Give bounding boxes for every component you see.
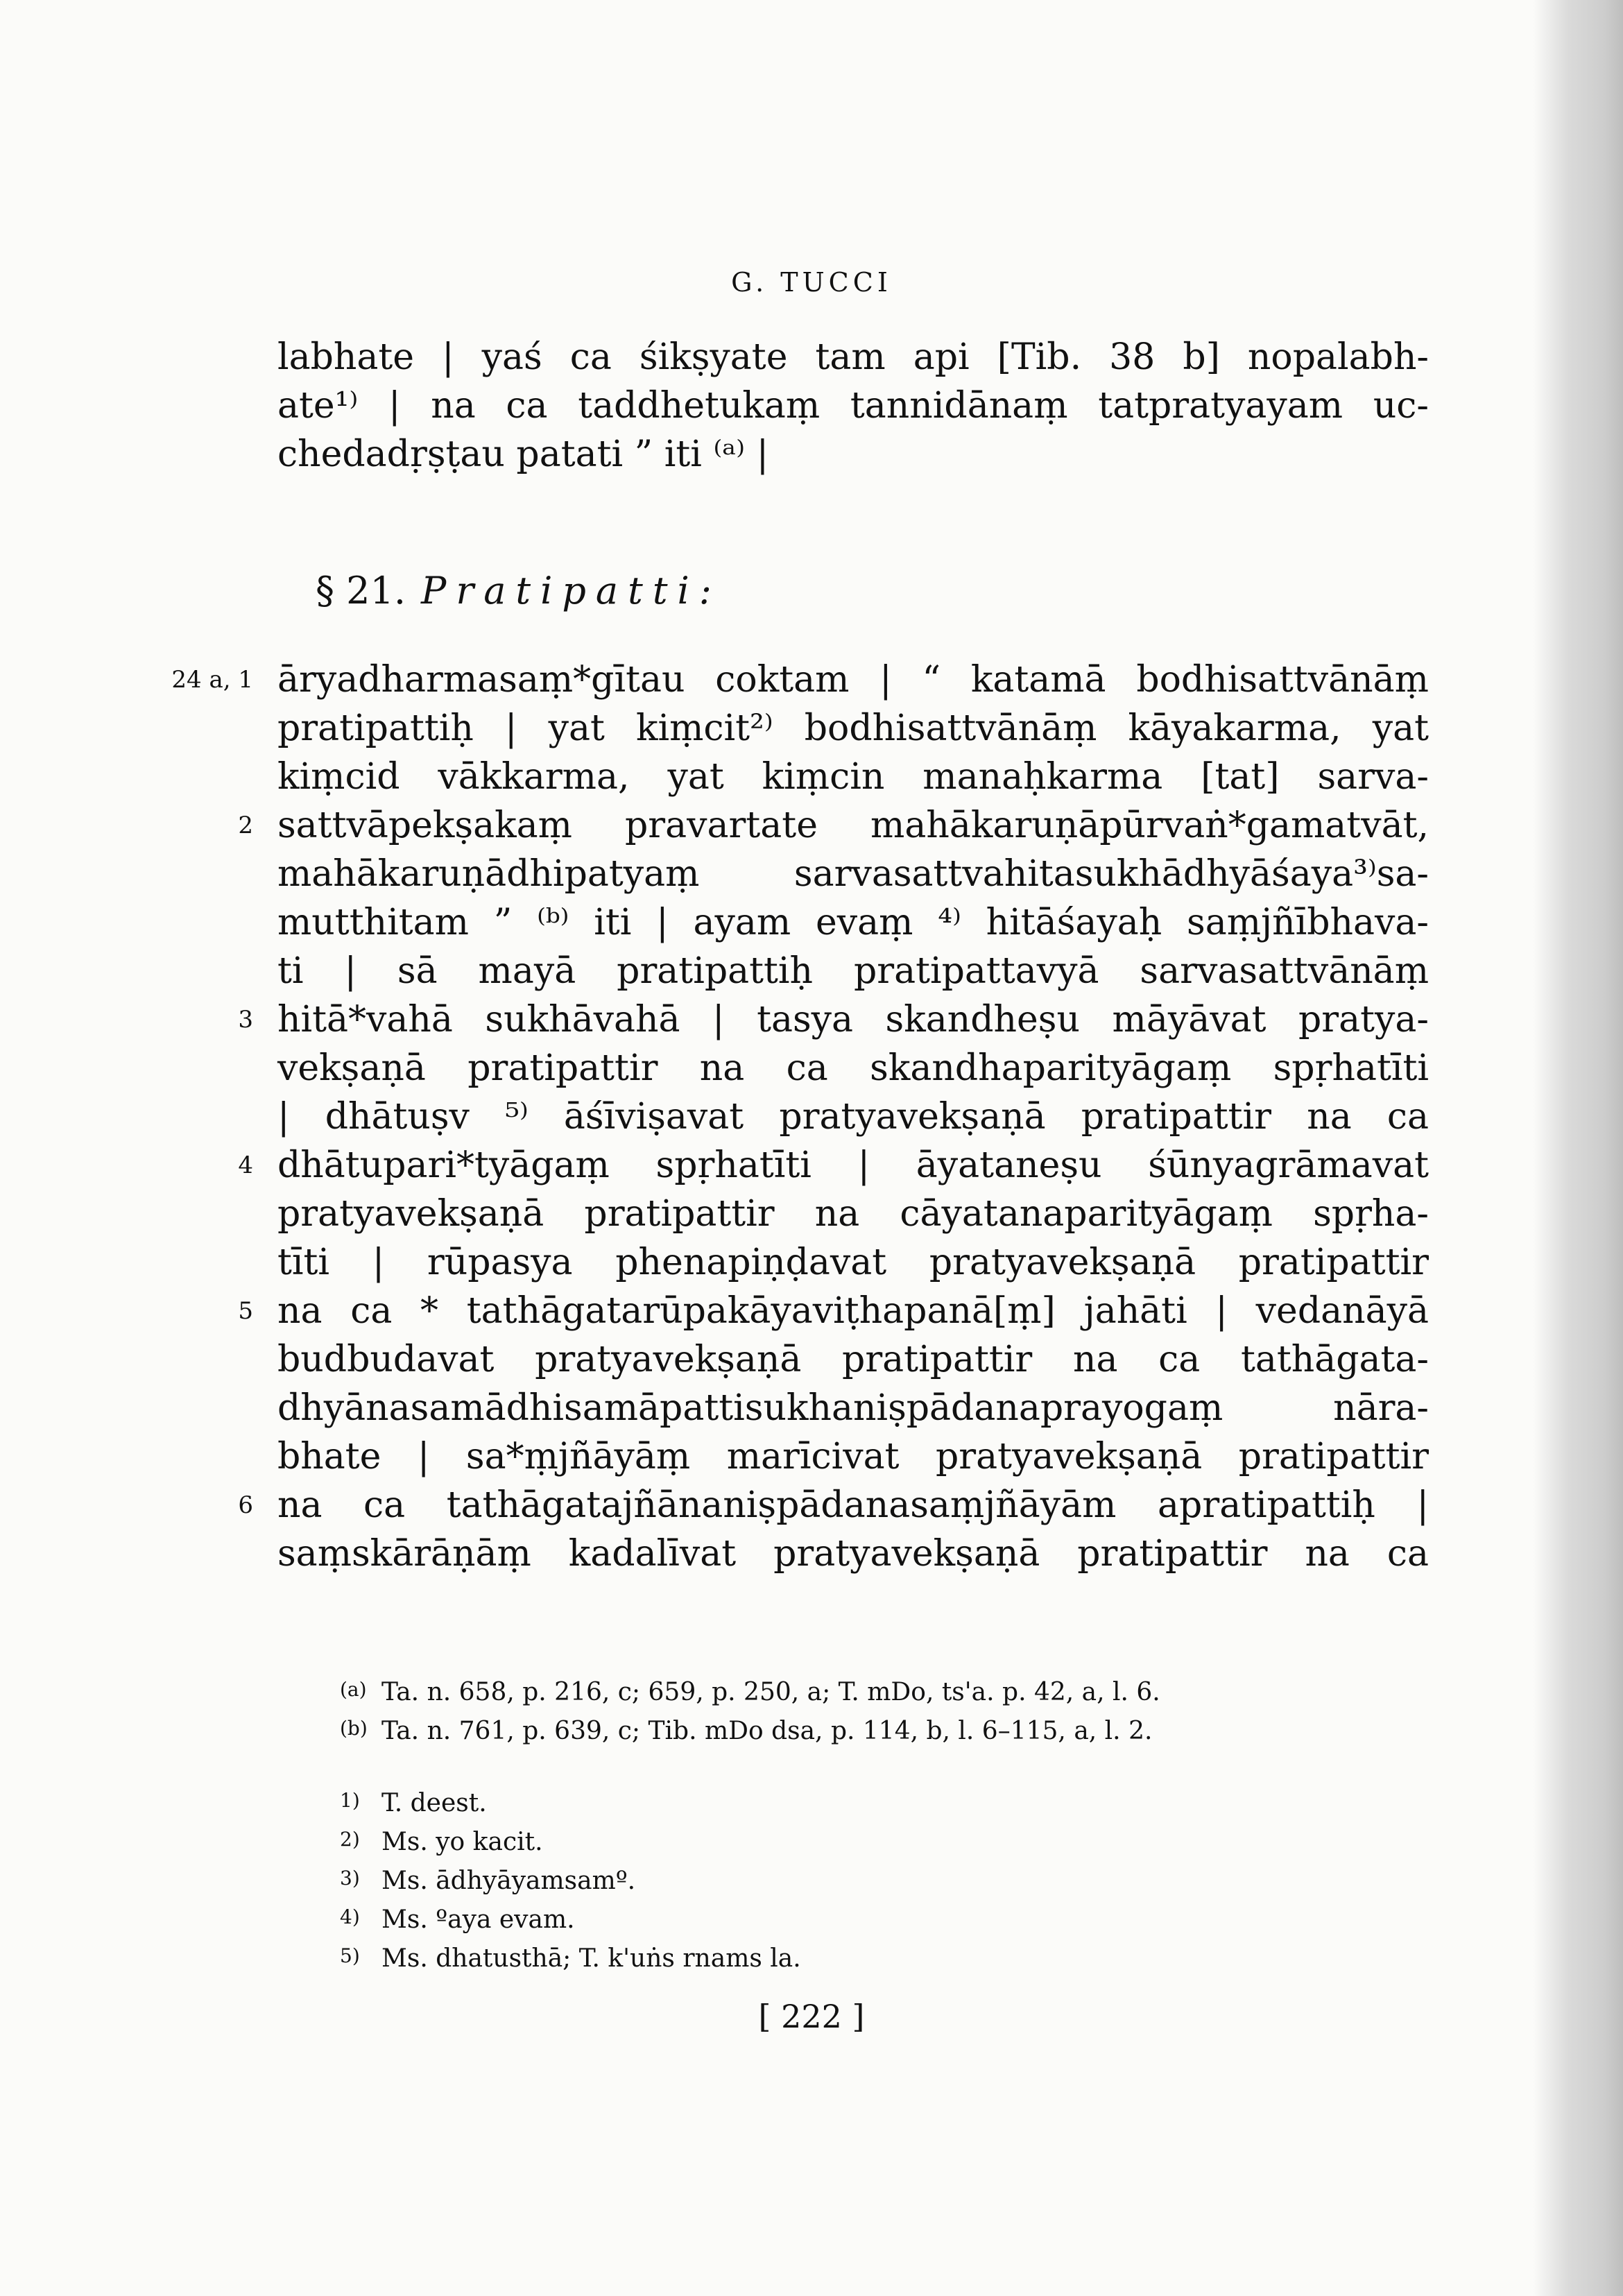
section-number: § 21. <box>316 569 406 612</box>
footnote-text: Ms. ādhyāyamsamº. <box>381 1867 636 1895</box>
text-line: pratyavekṣaṇā pratipattir na cāyatanaparityāgaṃ spṛha- <box>277 1193 1429 1235</box>
text-line: dhātupari*tyāgaṃ spṛhatīti | āyataneṣu śūnyagrāmavat <box>277 1145 1429 1186</box>
text-line: bhate | sa*ṃjñāyāṃ marīcivat pratyavekṣaṇā pratipattir <box>277 1436 1429 1477</box>
footnote-text: T. deest. <box>381 1789 487 1817</box>
footnote <box>340 1672 1160 1711</box>
text-line: dhyānasamādhisamāpattisukhaniṣpādanaprayogaṃ nāra- <box>277 1387 1429 1429</box>
text-line: vekṣaṇā pratipattir na ca skandhaparityāgaṃ spṛhatīti <box>277 1047 1429 1089</box>
footnote <box>340 1783 801 1822</box>
section-title: Pratipatti: <box>421 569 721 612</box>
footnote-mark: 2) <box>340 1828 360 1851</box>
text-line: chedadṛṣṭau patati ” iti ⁽ᵃ⁾ | <box>277 434 769 475</box>
text-line: āryadharmasaṃ*gītau coktam | “ katamā bodhisattvānāṃ <box>277 659 1429 701</box>
footnote-mark: 5) <box>340 1944 360 1967</box>
text-line: kiṃcid vākkarma, yat kiṃcin manaḥkarma [tat] sarva- <box>277 756 1429 798</box>
text-line: ate¹⁾ | na ca taddhetukaṃ tannidānaṃ tatpratyayam uc- <box>277 385 1429 427</box>
text-line: labhate | yaś ca śikṣyate tam api [Tib. 38 b] nopalabh- <box>277 336 1429 378</box>
margin-number: 4 <box>238 1151 253 1179</box>
text-line: tīti | rūpasya phenapiṇḍavat pratyavekṣaṇā pratipattir <box>277 1242 1429 1283</box>
text-line: pratipattiḥ | yat kiṃcit²⁾ bodhisattvānāṃ kāyakarma, yat <box>277 708 1429 749</box>
margin-number: 3 <box>238 1006 253 1034</box>
footnote-text: Ms. dhatusthā; T. k'uṅs rnams la. <box>381 1944 801 1973</box>
text-line: saṃskārāṇāṃ kadalīvat pratyavekṣaṇā pratipattir na ca <box>277 1533 1429 1575</box>
footnote-mark: (b) <box>340 1717 368 1740</box>
footnote-mark: 3) <box>340 1867 360 1890</box>
footnote-text: Ta. n. 658, p. 216, c; 659, p. 250, a; T. mDo, ts'a. p. 42, a, l. 6. <box>381 1678 1160 1706</box>
text-line: sattvāpekṣakaṃ pravartate mahākaruṇāpūrvaṅ*gamatvāt, <box>277 805 1429 846</box>
footnote-mark: 4) <box>340 1905 360 1928</box>
text-line: ti | sā mayā pratipattiḥ pratipattavyā sarvasattvānāṃ <box>277 950 1429 992</box>
margin-number: 2 <box>238 812 253 839</box>
section-heading <box>316 569 721 612</box>
footnote-text: Ms. ºaya evam. <box>381 1905 575 1934</box>
footnote <box>340 1860 801 1899</box>
margin-number: 6 <box>238 1491 253 1519</box>
text-line: mahākaruṇādhipatyaṃ sarvasattvahitasukhādhyāśaya³⁾sa- <box>277 853 1429 895</box>
footnote <box>340 1711 1160 1749</box>
margin-number: 5 <box>238 1297 253 1325</box>
footnote <box>340 1822 801 1860</box>
footnote-text: Ta. n. 761, p. 639, c; Tib. mDo dsa, p. 114, b, l. 6–115, a, l. 2. <box>381 1717 1153 1745</box>
footnotes-lettered <box>340 1672 1160 1749</box>
footnote-text: Ms. yo kacit. <box>381 1828 543 1856</box>
footnote <box>340 1899 801 1938</box>
text-line: mutthitam ” ⁽ᵇ⁾ iti | ayam evaṃ ⁴⁾ hitāśayaḥ saṃjñībhava- <box>277 902 1429 943</box>
text-line: hitā*vahā sukhāvahā | tasya skandheṣu māyāvat pratya- <box>277 999 1429 1040</box>
running-head: G. TUCCI <box>731 267 892 298</box>
footnote-mark: 1) <box>340 1789 360 1812</box>
text-line: na ca * tathāgatarūpakāyaviṭhapanā[ṃ] jahāti | vedanāyā <box>277 1290 1429 1332</box>
page-number: [ 222 ] <box>758 1998 865 2035</box>
text-line: | dhātuṣv ⁵⁾ āśīviṣavat pratyavekṣaṇā pratipattir na ca <box>277 1096 1429 1138</box>
footnote <box>340 1938 801 1977</box>
footnotes-numbered <box>340 1783 801 1977</box>
text-line: budbudavat pratyavekṣaṇā pratipattir na ca tathāgata- <box>277 1339 1429 1380</box>
text-line: na ca tathāgatajñānaniṣpādanasaṃjñāyām apratipattiḥ | <box>277 1484 1429 1526</box>
margin-number: 24 a, 1 <box>171 666 253 694</box>
footnote-mark: (a) <box>340 1678 367 1701</box>
